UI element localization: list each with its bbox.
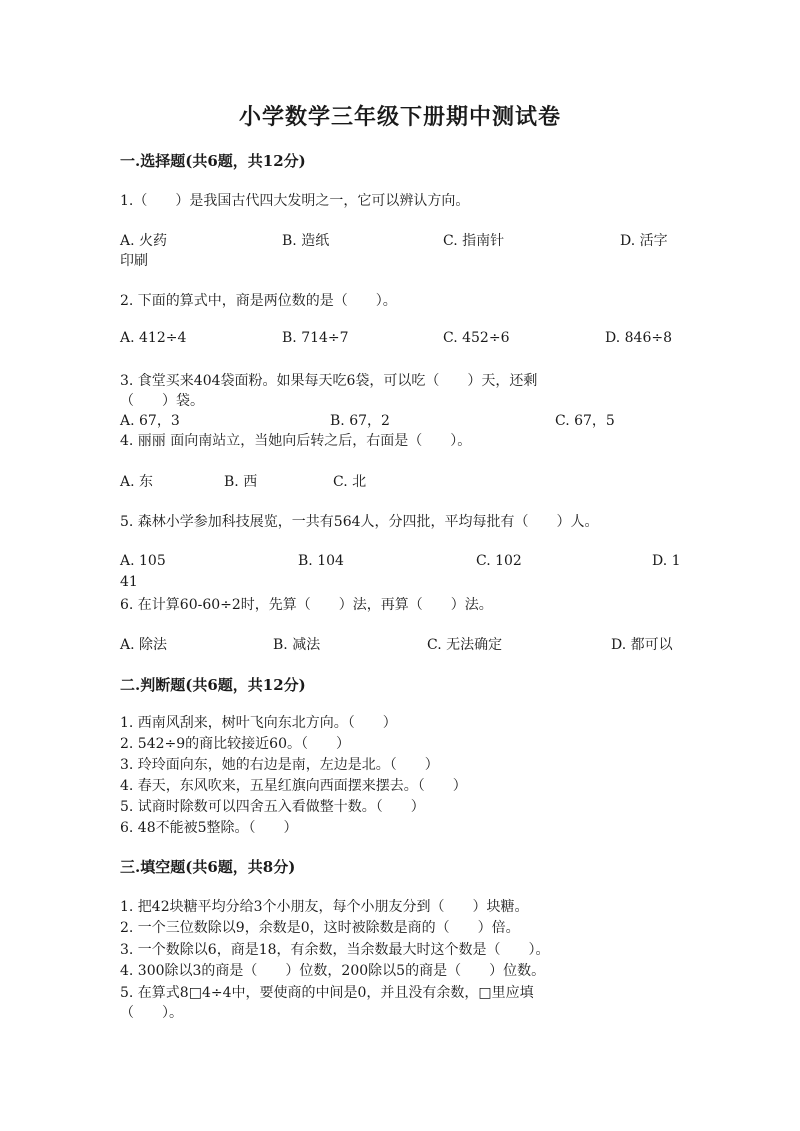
question-1-option-d: D. 活字 (620, 233, 668, 249)
question-2-option-d: D. 846÷8 (605, 330, 672, 346)
question-3-option-c: C. 67，5 (555, 413, 615, 429)
question-5-option-d: D. 1 (652, 553, 681, 569)
question-6: 6. 在计算60-60÷2时，先算（ ）法，再算（ ）法。 (120, 597, 493, 613)
judgment-item-2: 2. 542÷9的商比较接近60。（ ） (120, 736, 350, 752)
fill-item-5-wrap: （ ）。 (120, 1005, 183, 1021)
question-2-option-c: C. 452÷6 (443, 330, 510, 346)
question-5-option-a: A. 105 (120, 553, 166, 569)
question-2-option-b: B. 714÷7 (282, 330, 349, 346)
question-1-option-a: A. 火药 (120, 233, 168, 249)
question-1-option-d-wrap: 印刷 (120, 253, 148, 269)
section-heading-judgment: 二.判断题(共6题，共12分) (120, 676, 306, 694)
question-4: 4. 丽丽 面向南站立，当她向后转之后，右面是（ ）。 (120, 433, 472, 449)
fill-item-2: 2. 一个三位数除以9，余数是0，这时被除数是商的（ ）倍。 (120, 920, 520, 936)
question-3-option-a: A. 67，3 (120, 413, 180, 429)
question-6-option-c: C. 无法确定 (427, 637, 503, 653)
question-4-option-a: A. 东 (120, 474, 154, 490)
question-1: 1.（ ）是我国古代四大发明之一，它可以辨认方向。 (120, 193, 470, 209)
question-3: 3. 食堂买来404袋面粉。如果每天吃6袋，可以吃（ ）天，还剩 (120, 373, 538, 389)
question-1-option-b: B. 造纸 (282, 233, 330, 249)
question-3-wrap: （ ）袋。 (120, 393, 204, 409)
judgment-item-5: 5. 试商时除数可以四舍五入看做整十数。（ ） (120, 799, 425, 815)
judgment-item-1: 1. 西南风刮来，树叶飞向东北方向。（ ） (120, 715, 397, 731)
question-1-option-c: C. 指南针 (443, 233, 505, 249)
question-6-option-a: A. 除法 (120, 637, 168, 653)
judgment-item-6: 6. 48不能被5整除。（ ） (120, 820, 298, 836)
fill-item-4: 4. 300除以3的商是（ ）位数，200除以5的商是（ ）位数。 (120, 963, 546, 979)
question-5-option-b: B. 104 (298, 553, 344, 569)
page-title: 小学数学三年级下册期中测试卷 (238, 104, 561, 130)
question-3-option-b: B. 67，2 (330, 413, 390, 429)
fill-item-3: 3. 一个数除以6，商是18，有余数，当余数最大时这个数是（ ）。 (120, 942, 550, 958)
question-2: 2. 下面的算式中，商是两位数的是（ ）。 (120, 293, 397, 309)
question-5: 5. 森林小学参加科技展览，一共有564人，分四批，平均每批有（ ）人。 (120, 514, 599, 530)
question-6-option-b: B. 减法 (273, 637, 321, 653)
judgment-item-3: 3. 玲玲面向东，她的右边是南，左边是北。（ ） (120, 757, 439, 773)
question-4-option-b: B. 西 (224, 474, 258, 490)
question-4-option-c: C. 北 (333, 474, 367, 490)
judgment-item-4: 4. 春天，东风吹来，五星红旗向西面摆来摆去。（ ） (120, 778, 467, 794)
fill-item-5: 5. 在算式8□4÷4中，要使商的中间是0，并且没有余数，□里应填 (120, 985, 534, 1001)
section-heading-fill-in: 三.填空题(共6题，共8分) (120, 858, 296, 876)
section-heading-choice: 一.选择题(共6题，共12分) (120, 152, 306, 170)
question-5-option-d-wrap: 41 (120, 574, 138, 590)
question-5-option-c: C. 102 (476, 553, 522, 569)
fill-item-1: 1. 把42块糖平均分给3个小朋友，每个小朋友分到（ ）块糖。 (120, 899, 529, 915)
question-6-option-d: D. 都可以 (611, 637, 673, 653)
question-2-option-a: A. 412÷4 (120, 330, 187, 346)
